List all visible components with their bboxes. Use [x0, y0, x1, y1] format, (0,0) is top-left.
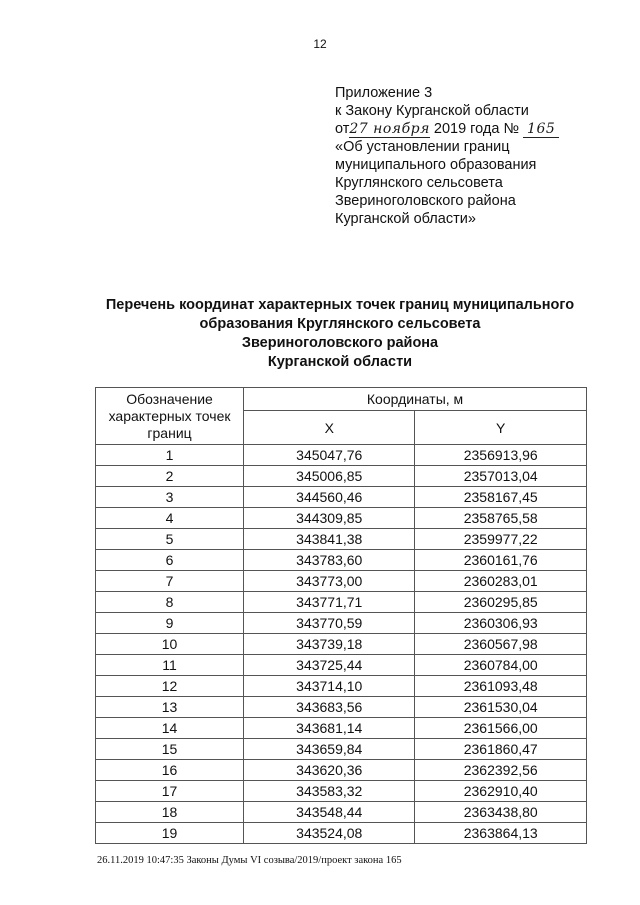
cell-y: 2360784,00: [415, 655, 587, 676]
cell-y: 2356913,96: [415, 445, 587, 466]
table-row: [96, 697, 587, 718]
table-row: [96, 781, 587, 802]
cell-x: 343714,10: [244, 676, 415, 697]
cell-x: 345006,85: [244, 466, 415, 487]
cell-y: 2362392,56: [415, 760, 587, 781]
header-coordinates: Координаты, м: [244, 388, 587, 411]
table-row: [96, 718, 587, 739]
cell-y: 2360295,85: [415, 592, 587, 613]
appendix-line: Круглянского сельсовета: [335, 175, 503, 191]
table-row: [96, 613, 587, 634]
cell-point-number: 7: [96, 571, 244, 592]
cell-y: 2361093,48: [415, 676, 587, 697]
table-row: [96, 802, 587, 823]
cell-y: 2357013,04: [415, 466, 587, 487]
cell-point-number: 10: [96, 634, 244, 655]
header-x: X: [244, 411, 415, 445]
cell-y: 2360161,76: [415, 550, 587, 571]
cell-x: 343725,44: [244, 655, 415, 676]
table-row: [96, 445, 587, 466]
appendix-from: от: [335, 121, 350, 137]
table-row: [96, 592, 587, 613]
cell-point-number: 13: [96, 697, 244, 718]
cell-point-number: 11: [96, 655, 244, 676]
table-row: [96, 508, 587, 529]
coordinates-table: [95, 387, 587, 844]
table-row: [96, 550, 587, 571]
appendix-line: «Об установлении границ: [335, 139, 510, 155]
handwritten-date: 27 ноября: [349, 121, 430, 137]
cell-point-number: 16: [96, 760, 244, 781]
cell-y: 2360283,01: [415, 571, 587, 592]
table-row: [96, 571, 587, 592]
cell-x: 345047,76: [244, 445, 415, 466]
cell-y: 2363864,13: [415, 823, 587, 844]
cell-point-number: 5: [96, 529, 244, 550]
header-y: Y: [415, 411, 587, 445]
appendix-line: к Закону Курганской области: [335, 103, 529, 119]
cell-x: 343548,44: [244, 802, 415, 823]
cell-x: 343773,00: [244, 571, 415, 592]
table-row: [96, 676, 587, 697]
document-title: [0, 296, 640, 372]
appendix-header: [335, 84, 559, 228]
table-row: [96, 466, 587, 487]
cell-point-number: 15: [96, 739, 244, 760]
cell-point-number: 3: [96, 487, 244, 508]
table-row: [96, 655, 587, 676]
cell-point-number: 8: [96, 592, 244, 613]
cell-x: 343771,71: [244, 592, 415, 613]
cell-y: 2361860,47: [415, 739, 587, 760]
cell-x: 343583,32: [244, 781, 415, 802]
cell-y: 2360567,98: [415, 634, 587, 655]
title-line: Перечень координат характерных точек границ муниципального: [105, 297, 575, 313]
cell-x: 343524,08: [244, 823, 415, 844]
cell-x: 344309,85: [244, 508, 415, 529]
cell-point-number: 1: [96, 445, 244, 466]
cell-x: 343681,14: [244, 718, 415, 739]
header-point-label: Обозначение характерных точек границ: [96, 388, 244, 445]
cell-x: 343841,38: [244, 529, 415, 550]
cell-y: 2358167,45: [415, 487, 587, 508]
cell-y: 2358765,58: [415, 508, 587, 529]
cell-point-number: 6: [96, 550, 244, 571]
title-line: образования Круглянского сельсовета: [199, 316, 481, 332]
cell-y: 2363438,80: [415, 802, 587, 823]
cell-y: 2362910,40: [415, 781, 587, 802]
cell-y: 2361566,00: [415, 718, 587, 739]
cell-x: 343683,56: [244, 697, 415, 718]
title-line: Курганской области: [267, 354, 413, 370]
appendix-year: 2019 года №: [429, 121, 519, 137]
cell-point-number: 14: [96, 718, 244, 739]
appendix-line: Приложение 3: [335, 85, 433, 101]
cell-x: 344560,46: [244, 487, 415, 508]
cell-x: 343739,18: [244, 634, 415, 655]
table-row: [96, 529, 587, 550]
cell-point-number: 4: [96, 508, 244, 529]
page-number: 12: [313, 37, 327, 51]
cell-y: 2359977,22: [415, 529, 587, 550]
table-row: [96, 760, 587, 781]
cell-point-number: 9: [96, 613, 244, 634]
table-row: [96, 739, 587, 760]
cell-x: 343770,59: [244, 613, 415, 634]
cell-x: 343783,60: [244, 550, 415, 571]
cell-y: 2361530,04: [415, 697, 587, 718]
appendix-line: Курганской области»: [335, 211, 476, 227]
table-row: [96, 634, 587, 655]
appendix-date-line: [335, 120, 559, 138]
cell-point-number: 12: [96, 676, 244, 697]
handwritten-law-number: 165: [523, 122, 559, 138]
appendix-line: Звериноголовского района: [335, 193, 516, 209]
cell-point-number: 19: [96, 823, 244, 844]
cell-y: 2360306,93: [415, 613, 587, 634]
table-row: [96, 487, 587, 508]
table-row: [96, 823, 587, 844]
cell-x: 343620,36: [244, 760, 415, 781]
cell-point-number: 2: [96, 466, 244, 487]
footer-stamp: 26.11.2019 10:47:35 Законы Думы VI созыва/2019/проект закона 165: [97, 855, 402, 866]
cell-point-number: 18: [96, 802, 244, 823]
cell-point-number: 17: [96, 781, 244, 802]
title-line: Звериноголовского района: [241, 335, 439, 351]
cell-x: 343659,84: [244, 739, 415, 760]
appendix-line: муниципального образования: [335, 157, 537, 173]
